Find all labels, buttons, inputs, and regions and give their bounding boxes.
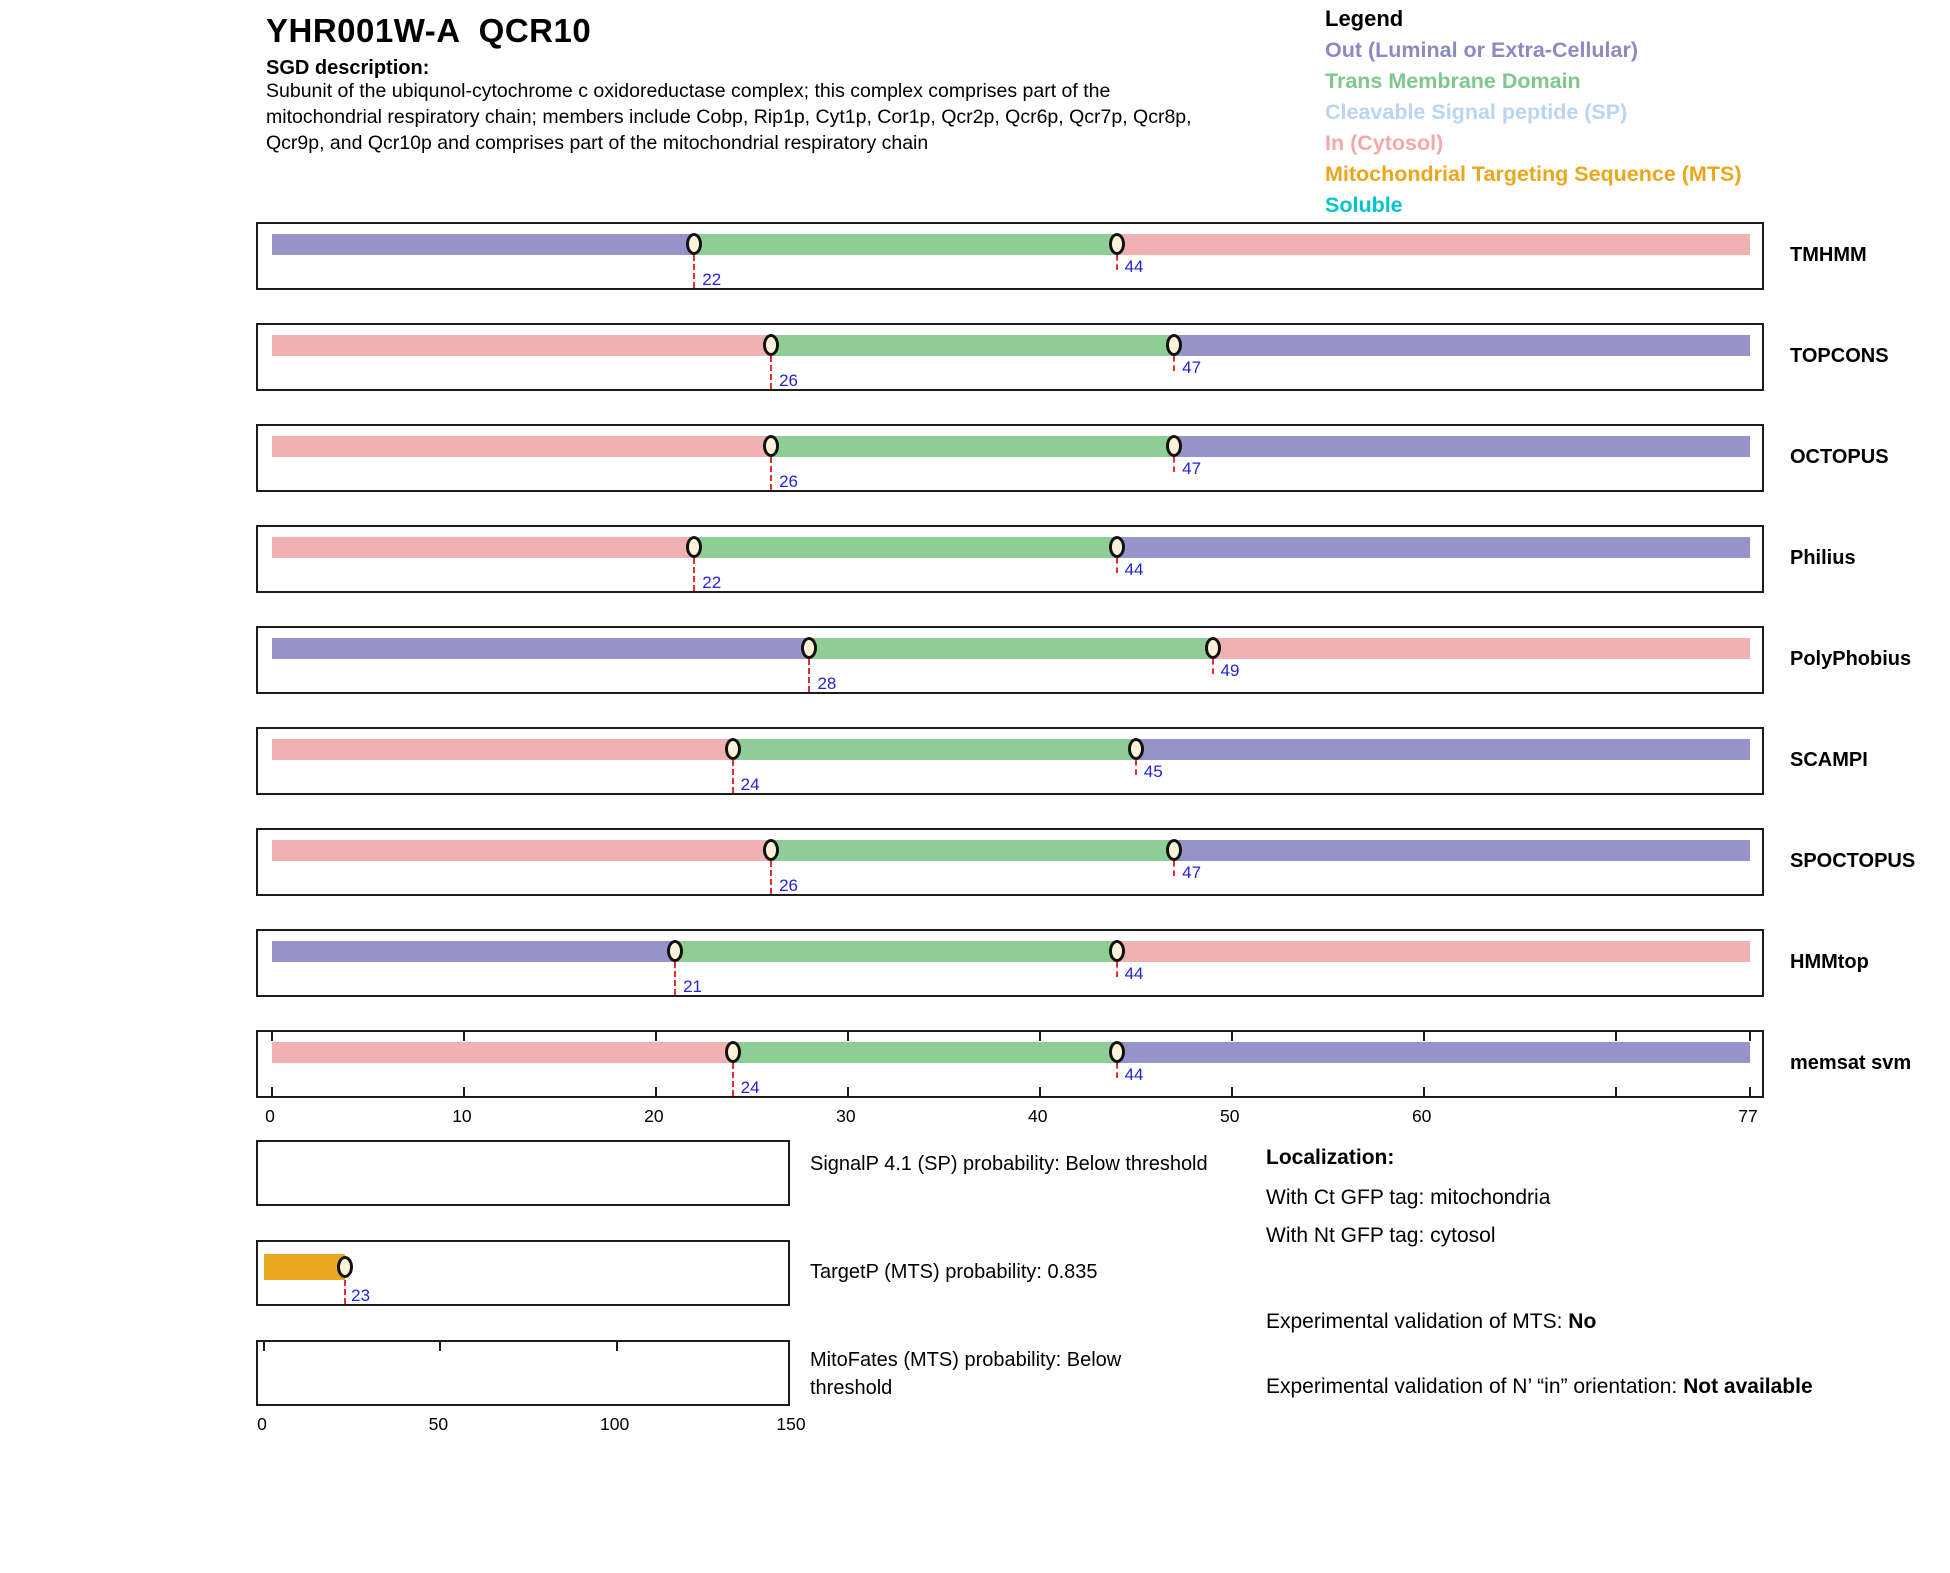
- boundary-dash-line: [1173, 356, 1175, 371]
- axis-tick-label: 10: [452, 1106, 472, 1126]
- axis-tick-mark: [1749, 1087, 1751, 1096]
- track-label-philius: Philius: [1790, 547, 1856, 569]
- probability-plot-label-signalp: SignalP 4.1 (SP) probability: Below threshold: [810, 1153, 1208, 1175]
- legend-item-tm: Trans Membrane Domain: [1325, 69, 1581, 93]
- boundary-position-label: 24: [740, 775, 760, 794]
- probability-box-signalp: [256, 1140, 790, 1206]
- boundary-marker: [1109, 233, 1125, 255]
- boundary-marker: [1128, 738, 1144, 760]
- boundary-dash-line: [770, 457, 772, 490]
- probability-box-targetp: [256, 1240, 790, 1306]
- boundary-position-label: 26: [779, 371, 798, 390]
- track-label-scampi: SCAMPI: [1790, 749, 1868, 771]
- boundary-position-label: 49: [1220, 661, 1240, 680]
- topology-segment-tm: [771, 436, 1174, 457]
- probability-plot-label-targetp: TargetP (MTS) probability: 0.835: [810, 1261, 1098, 1283]
- axis-tick-label: 40: [1028, 1106, 1048, 1126]
- boundary-marker: [763, 839, 779, 861]
- topology-segment-out: [1136, 739, 1750, 760]
- probability-axis-tick-mark: [616, 1342, 618, 1351]
- axis-tick-mark: [655, 1032, 657, 1041]
- legend-item-sp: Cleavable Signal peptide (SP): [1325, 100, 1628, 124]
- axis-tick-label: 30: [836, 1106, 856, 1126]
- topology-segment-tm: [694, 234, 1116, 255]
- axis-tick-mark: [271, 1032, 273, 1041]
- topology-segment-tm: [771, 335, 1174, 356]
- boundary-dash-line: [674, 962, 676, 995]
- topology-segment-out: [1117, 1042, 1750, 1063]
- legend-item-in: In (Cytosol): [1325, 131, 1444, 155]
- legend-title: Legend: [1325, 6, 1404, 31]
- mts-validation-line: Experimental validation of MTS: No: [1266, 1310, 1597, 1333]
- topology-segment-tm: [694, 537, 1116, 558]
- track-label-polyphobius: PolyPhobius: [1790, 648, 1912, 670]
- mts-validation-value: No: [1568, 1310, 1597, 1333]
- topology-segment-out: [272, 638, 809, 659]
- topology-segment-tm: [733, 739, 1136, 760]
- topology-segment-in: [1117, 941, 1750, 962]
- boundary-dash-line: [770, 861, 772, 894]
- probability-axis-tick-label: 100: [600, 1414, 630, 1434]
- boundary-position-label: 44: [1124, 964, 1144, 983]
- boundary-dash-line: [770, 356, 772, 389]
- boundary-marker: [1205, 637, 1221, 659]
- axis-tick-mark: [271, 1087, 273, 1096]
- topology-segment-tm: [809, 638, 1212, 659]
- axis-tick-mark: [655, 1087, 657, 1096]
- legend-item-out: Out (Luminal or Extra-Cellular): [1325, 38, 1638, 62]
- probability-axis-tick-mark: [439, 1342, 441, 1351]
- page-title: YHR001W-A QCR10: [266, 12, 592, 49]
- track-label-memsat-svm: memsat svm: [1790, 1052, 1912, 1074]
- boundary-dash-line: [732, 1063, 734, 1096]
- boundary-marker: [1109, 940, 1125, 962]
- topology-segment-in: [272, 1042, 733, 1063]
- axis-tick-mark: [1615, 1087, 1617, 1096]
- axis-tick-mark: [847, 1087, 849, 1096]
- axis-tick-mark: [463, 1032, 465, 1041]
- track-label-tmhmm: TMHMM: [1790, 244, 1867, 266]
- boundary-dash-line: [1116, 558, 1118, 573]
- axis-tick-mark: [463, 1087, 465, 1096]
- legend-item-soluble: Soluble: [1325, 193, 1403, 217]
- topology-segment-out: [1174, 840, 1750, 861]
- axis-tick-mark: [1231, 1032, 1233, 1041]
- boundary-position-label: 44: [1124, 560, 1144, 579]
- axis-tick-label: 0: [265, 1106, 275, 1126]
- track-label-hmmtop: HMMtop: [1790, 951, 1869, 973]
- probability-plot-label-mitofates: threshold: [810, 1377, 893, 1399]
- boundary-position-label: 47: [1182, 358, 1202, 377]
- topology-segment-out: [1117, 537, 1750, 558]
- topology-segment-tm: [771, 840, 1174, 861]
- orientation-validation-value: Not available: [1683, 1375, 1813, 1398]
- topology-segment-out: [272, 941, 675, 962]
- topology-segment-in: [1117, 234, 1750, 255]
- orientation-validation-line: Experimental validation of N’ “in” orientation: Not available: [1266, 1375, 1813, 1398]
- probability-boundary-label: 23: [351, 1286, 371, 1305]
- boundary-dash-line: [732, 760, 734, 793]
- boundary-marker: [1109, 1041, 1125, 1063]
- probability-bar-targetp: [264, 1254, 345, 1280]
- boundary-marker: [725, 1041, 741, 1063]
- topology-segment-out: [272, 234, 694, 255]
- boundary-marker: [763, 435, 779, 457]
- track-row-tmhmm: [256, 222, 1764, 290]
- topology-segment-out: [1174, 436, 1750, 457]
- axis-tick-mark: [1615, 1032, 1617, 1041]
- boundary-dash-line: [1116, 255, 1118, 270]
- axis-tick-mark: [1039, 1032, 1041, 1041]
- axis-tick-label: 50: [1220, 1106, 1240, 1126]
- probability-axis-tick-mark: [263, 1342, 265, 1351]
- topology-segment-in: [272, 335, 771, 356]
- track-label-topcons: TOPCONS: [1790, 345, 1889, 367]
- boundary-marker: [763, 334, 779, 356]
- localization-title: Localization:: [1266, 1146, 1395, 1169]
- axis-tick-label: 77: [1738, 1106, 1758, 1126]
- axis-tick-mark: [1231, 1087, 1233, 1096]
- axis-tick-mark: [1423, 1032, 1425, 1041]
- track-row-hmmtop: [256, 929, 1764, 997]
- probability-plot-label-mitofates: MitoFates (MTS) probability: Below: [810, 1349, 1122, 1371]
- sgd-description-label: SGD description:: [266, 57, 430, 79]
- axis-tick-mark: [1039, 1087, 1041, 1096]
- track-row-polyphobius: [256, 626, 1764, 694]
- localization-gfp-line: With Nt GFP tag: cytosol: [1266, 1224, 1496, 1247]
- track-row-philius: [256, 525, 1764, 593]
- boundary-position-label: 44: [1124, 257, 1144, 276]
- topology-segment-in: [272, 739, 733, 760]
- boundary-position-label: 22: [702, 270, 722, 289]
- track-label-octopus: OCTOPUS: [1790, 446, 1889, 468]
- boundary-position-label: 44: [1124, 1065, 1144, 1084]
- probability-box-mitofates: [256, 1340, 790, 1406]
- probability-axis-tick-label: 150: [776, 1414, 806, 1434]
- boundary-position-label: 24: [740, 1078, 760, 1097]
- topology-segment-tm: [733, 1042, 1117, 1063]
- probability-boundary-marker: [337, 1256, 353, 1278]
- track-row-memsat-svm: [256, 1030, 1764, 1098]
- boundary-dash-line: [1116, 962, 1118, 977]
- boundary-marker: [1109, 536, 1125, 558]
- boundary-position-label: 45: [1143, 762, 1163, 781]
- axis-tick-mark: [847, 1032, 849, 1041]
- boundary-dash-line: [808, 659, 810, 692]
- track-row-topcons: [256, 323, 1764, 391]
- sgd-description-line: Qcr9p, and Qcr10p and comprises part of the mitochondrial respiratory chain: [266, 132, 929, 154]
- axis-tick-mark: [1423, 1087, 1425, 1096]
- boundary-position-label: 26: [779, 472, 798, 491]
- track-label-spoctopus: SPOCTOPUS: [1790, 850, 1916, 872]
- boundary-position-label: 47: [1182, 459, 1202, 478]
- topology-segment-in: [272, 537, 694, 558]
- boundary-dash-line: [1116, 1063, 1118, 1078]
- boundary-dash-line: [1173, 457, 1175, 472]
- probability-boundary-dash-line: [344, 1280, 346, 1304]
- boundary-marker: [725, 738, 741, 760]
- localization-gfp-line: With Ct GFP tag: mitochondria: [1266, 1186, 1551, 1209]
- topology-segment-out: [1174, 335, 1750, 356]
- topology-segment-in: [1213, 638, 1750, 659]
- boundary-dash-line: [693, 558, 695, 591]
- track-row-octopus: [256, 424, 1764, 492]
- axis-tick-mark: [1749, 1032, 1751, 1041]
- boundary-position-label: 22: [702, 573, 722, 592]
- boundary-position-label: 47: [1182, 863, 1202, 882]
- topology-segment-tm: [675, 941, 1116, 962]
- boundary-marker: [667, 940, 683, 962]
- boundary-position-label: 28: [817, 674, 837, 693]
- topology-segment-in: [272, 436, 771, 457]
- boundary-dash-line: [1135, 760, 1137, 775]
- probability-axis-tick-label: 50: [428, 1414, 449, 1434]
- boundary-dash-line: [1212, 659, 1214, 674]
- axis-tick-label: 20: [644, 1106, 664, 1126]
- boundary-position-label: 21: [683, 977, 702, 996]
- sgd-description-line: mitochondrial respiratory chain; members include Cobp, Rip1p, Cyt1p, Cor1p, Qcr2p, Qcr6p, Qcr7p, Qcr8p,: [266, 106, 1192, 128]
- boundary-dash-line: [693, 255, 695, 288]
- track-row-scampi: [256, 727, 1764, 795]
- boundary-dash-line: [1173, 861, 1175, 876]
- probability-axis-tick-label: 0: [257, 1414, 267, 1434]
- boundary-position-label: 26: [779, 876, 798, 895]
- topology-segment-in: [272, 840, 771, 861]
- track-row-spoctopus: [256, 828, 1764, 896]
- axis-tick-label: 60: [1411, 1106, 1432, 1126]
- legend-item-mts: Mitochondrial Targeting Sequence (MTS): [1325, 162, 1742, 186]
- sgd-description-line: Subunit of the ubiqunol-cytochrome c oxidoreductase complex; this complex comprises part of the: [266, 80, 1111, 102]
